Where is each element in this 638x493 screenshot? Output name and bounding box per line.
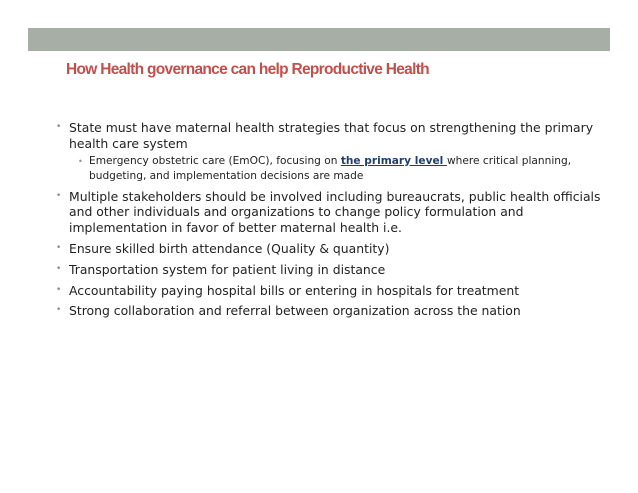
bullet-text: Accountability paying hospital bills or entering in hospitals for treatment — [69, 282, 520, 298]
sub-bullet-text-before: Emergency obstetric care (EmOC), focusing on — [89, 154, 341, 167]
bullet-text: Strong collaboration and referral between organization across the nation — [69, 303, 521, 319]
bullet-text: Transportation system for patient living in distance — [69, 261, 386, 277]
bullet-list — [56, 120, 616, 324]
bullet-text: State must have maternal health strategies that focus on strengthening the primary health care system — [69, 120, 594, 151]
header-bar — [28, 28, 610, 51]
bullet-text: Multiple stakeholders should be involved including bureaucrats, public health officials and other individuals and organizations to change policy formulation and implementation in favor of better maternal health i.e. — [69, 188, 601, 236]
bullet-text: Ensure skilled birth attendance (Quality & quantity) — [69, 240, 390, 256]
bullet-item — [56, 303, 616, 319]
sub-bullet-text-after: where critical planning, budgeting, and implementation decisions are made — [89, 154, 572, 182]
emphasized-phrase: the primary level — [340, 154, 447, 167]
bullet-item — [56, 283, 616, 299]
bullet-item — [56, 120, 616, 184]
slide-title: How Health governance can help Reproductive Health — [66, 61, 429, 78]
bullet-item — [56, 189, 616, 236]
bullet-item — [56, 262, 616, 278]
bullet-item — [56, 241, 616, 257]
sub-bullet-item — [78, 154, 616, 184]
